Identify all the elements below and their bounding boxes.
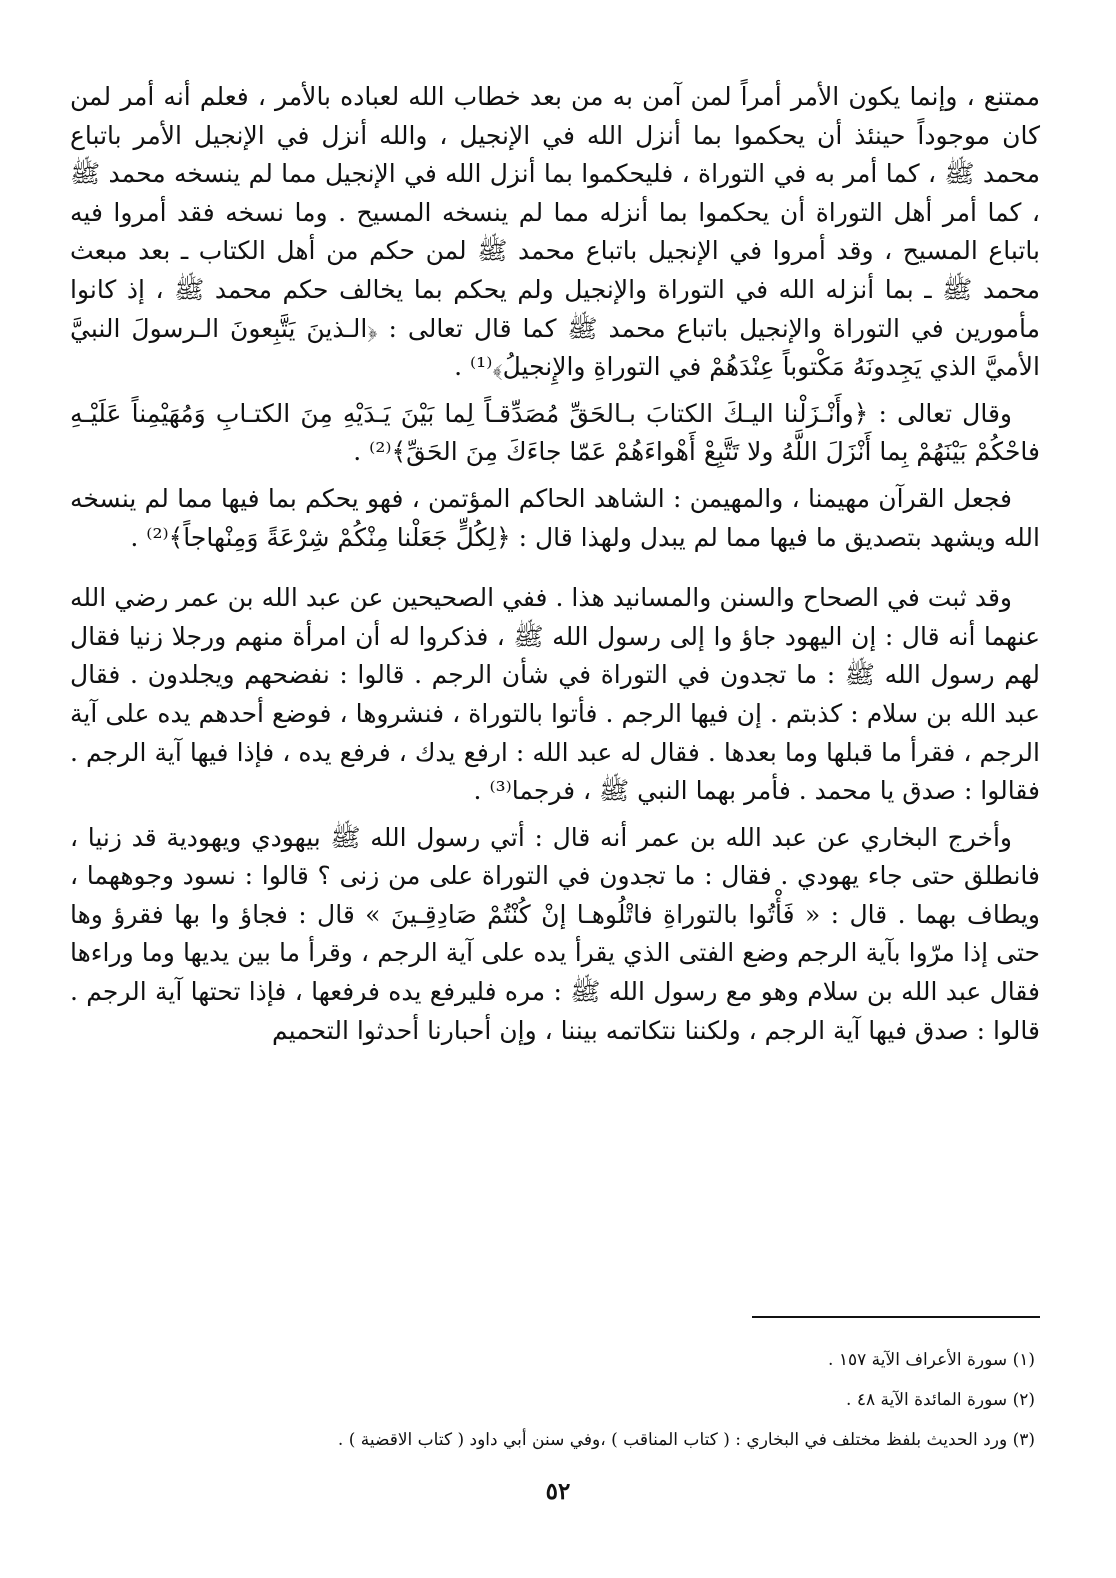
- paragraph-1: ممتنع ، وإنما يكون الأمر أمراً لمن آمن به من بعد خطاب الله لعباده بالأمر ، فعلم أنه أمر لمن كان موجوداً حينئذ أن يحكموا بما أنزل الله في الإنجيل ، والله أنزل في الإنجيل الأمر باتباع محمد ﷺ ، كما أمر به في التوراة ، فليحكموا بما أنزل الله في الإنجيل مما لم ينسخه محمد ﷺ ، كما أمر أهل التوراة أن يحكموا بما أنزله مما لم ينسخه المسيح . وما نسخه فقد أمروا فيه باتباع المسيح ، وقد أمروا في الإنجيل باتباع محمد ﷺ لمن حكم من أهل الكتاب ـ بعد مبعث محمد ﷺ ـ بما أنزله الله في التوراة والإنجيل ولم يحكم بما يخالف حكم محمد ﷺ ، إذ كانوا مأمورين في التوراة والإنجيل باتباع محمد ﷺ كما قال تعالى : ﴿الـذينَ يَتَّبِعونَ الـرسولَ النبيَّ الأميَّ الذي يَجِدونَهُ مَكْتوباً عِنْدَهُمْ في التوراةِ والإِنجيلُ﴾⁽¹⁾ .: [70, 82, 1040, 382]
- footnotes: [70, 1340, 1035, 1460]
- paragraph-5: وأخرج البخاري عن عبد الله بن عمر أنه قال : أتي رسول الله ﷺ بيهودي ويهودية قد زنيا ، فانطلق حتى جاء يهودي . فقال : ما تجدون في التوراة على من زنى ؟ قالوا : نسود وجوههما ، ويطاف بهما . قال : « فَأْتُوا بالتوراةِ فاتْلُوهـا إنْ كُنْتُمْ صَادِقِـينَ » قال : فجاؤ وا بها فقرؤ وها حتى إذا مرّوا بآية الرجم وضع الفتى الذي يقرأ يده على آية الرجم ، وقرأ ما بين يديها وما وراءها فقال عبد الله بن سلام وهو مع رسول الله ﷺ : مره فليرفع يده فرفعها ، فإذا تحتها آية الرجم . قالوا : صدق فيها آية الرجم ، ولكننا نتكاتمه بيننا ، وإن أحبارنا أحدثوا التحميم: [70, 822, 1040, 1045]
- main-text: [70, 78, 1040, 1050]
- paragraph-4: وقد ثبت في الصحاح والسنن والمسانيد هذا . ففي الصحيحين عن عبد الله بن عمر رضي الله عنهما أنه قال : إن اليهود جاؤ وا إلى رسول الله ﷺ ، فذكروا له أن امرأة منهم ورجلا زنيا فقال لهم رسول الله ﷺ : ما تجدون في التوراة في شأن الرجم . قالوا : نفضحهم ويجلدون . فقال عبد الله بن سلام : كذبتم . إن فيها الرجم . فأتوا بالتوراة ، فنشروها ، فوضع أحدهم يده على آية الرجم ، فقرأ ما قبلها وما بعدها . فقال له عبد الله : ارفع يدك ، فرفع يده ، فإذا فيها آية الرجم . فقالوا : صدق يا محمد . فأمر بهما النبي ﷺ ، فرجما⁽³⁾ .: [70, 583, 1040, 806]
- footnote-1: (١) سورة الأعراف الآية ١٥٧ .: [828, 1350, 1035, 1370]
- footnote-3: (٣) ورد الحديث بلفظ مختلف في البخاري : ( كتاب المناقب ) ،وفي سنن أبي داود ( كتاب الاقضية ) .: [337, 1430, 1035, 1450]
- paragraph-3: فجعل القرآن مهيمنا ، والمهيمن : الشاهد الحاكم المؤتمن ، فهو يحكم بما فيها مما لم ينسخه الله ويشهد بتصديق ما فيها مما لم يبدل ولهذا قال : ﴿لِكُلٍّ جَعَلْنا مِنْكُمْ شِرْعَةً وَمِنْهاجاً﴾⁽²⁾ .: [70, 483, 1040, 552]
- page-number: ٥٢: [545, 1478, 571, 1505]
- footnote-2: (٢) سورة المائدة الآية ٤٨ .: [846, 1390, 1035, 1410]
- footnote-divider: [752, 1316, 1040, 1318]
- paragraph-2: وقال تعالى : ﴿وأَنْـزَلْنا اليـكَ الكتابَ بـالحَقِّ مُصَدِّقـاً لِما بَيْنَ يَـدَيْهِ مِنَ الكتـابِ وَمُهَيْمِناً عَلَيْـهِ فاحْكُمْ بَيْنَهُمْ بِما أَنْزَلَ اللَّهُ ولا تَتَّبِعْ أَهْواءَهُمْ عَمّا جاءَكَ مِنَ الحَقِّ﴾⁽²⁾ .: [70, 398, 1040, 467]
